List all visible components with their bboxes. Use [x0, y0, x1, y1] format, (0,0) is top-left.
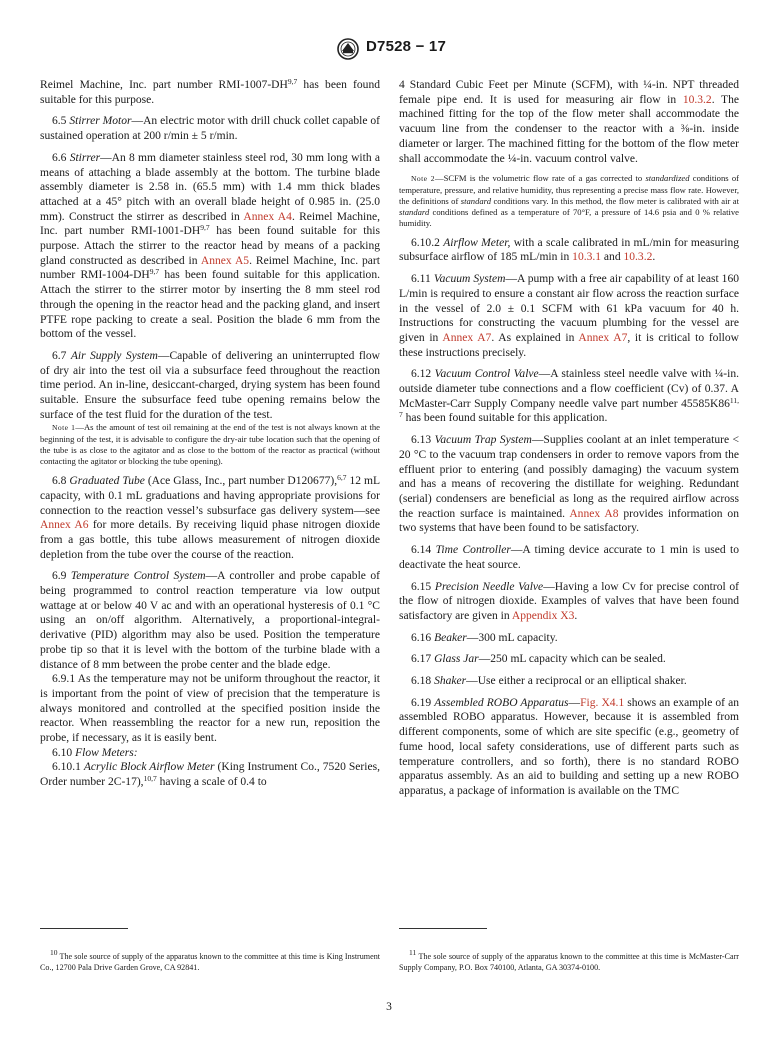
section-6-10-2: 6.10.2 Airflow Meter, with a scale calibrated in mL/min for measuring subsurface airflow of 185 mL/min in 10.3.1 and 10.3.2.: [399, 236, 739, 264]
page-number: 3: [386, 1001, 392, 1013]
annex-a8-link[interactable]: Annex A8: [569, 507, 619, 520]
section-6-9: 6.9 Temperature Control System—A controller and probe capable of being programmed to control reaction temperature via low output wattage at or below 40 V ac and with an operational hysteresis of 0.1 °C using an on/off algorithm. Alternatively, a proportional-integral-derivative (PID) algorithm may also be used. Position the temperature probe tip so that it is level with the bottom of the turbine blade with a distance of 8 mm between the probe center and the blade edge.: [40, 570, 380, 671]
section-6-17: 6.17 Glass Jar—250 mL capacity which can be sealed.: [411, 653, 666, 666]
left-column: [40, 78, 380, 790]
right-column: [399, 78, 739, 799]
annex-a4-link[interactable]: Annex A4: [243, 210, 292, 223]
section-6-8: 6.8 Graduated Tube (Ace Glass, Inc., part number D120677),$^{6,7}$ 12 mL capacity, with 0.1 mL graduations and having appropriate provisions for connection to the reaction vessel’s subsurface gas delivery system—see Annex A6 for more details. By receiving liquid phase nitrogen dioxide from a gas bottle, this tube allows measurement of nitrogen dioxide depletion from the tube over the course of the reaction.: [40, 473, 381, 561]
section-6-15: 6.15 Precision Needle Valve—Having a low Cv for precise control of the flow of nitrogen dioxide. Examples of valves that have been found satisfactory are given in Appendix X3.: [399, 580, 739, 622]
section-6-18: 6.18 Shaker—Use either a reciprocal or an elliptical shaker.: [411, 675, 687, 688]
annex-a7-link[interactable]: Annex A7: [442, 331, 492, 344]
section-6-19: 6.19 Assembled ROBO Apparatus—Fig. X4.1 shows an example of an assembled ROBO apparatus. However, because it is assembled from different components, some of which are site specific (e.g., geometry of fume hood, local safety considerations, use of different parts such as temperature controllers, and so forth), there is no standard ROBO apparatus assembly. As an aid to building and setting up a new ROBO apparatus, a package of information is available on the TMC: [399, 696, 739, 797]
astm-logo-icon: [337, 38, 359, 60]
footnote-rule-right: [399, 928, 487, 929]
footnote-10: $^{10}$ The sole source of supply of the apparatus known to the committee at this time is King Instrument Co., 12700 Pala Drive Garden Grove, CA 92841.: [40, 948, 380, 972]
section-6-9-1: 6.9.1 As the temperature may not be uniform throughout the reactor, it is important from the point of view of precision that the temperature is always monitored and controlled at the specified position inside the reactor. When reassembling the reactor for a new run, reposition the probe, if necessary, as it is easily bent.: [40, 673, 380, 745]
section-6-5: 6.5 Stirrer Motor—An electric motor with drill chuck collet capable of sustained operation at 200 r/min ± 5 r/min.: [40, 115, 380, 143]
footnote-rule-left: [40, 928, 128, 929]
appendix-x3-link[interactable]: Appendix X3: [511, 609, 575, 622]
standard-number: D7528 − 17: [366, 38, 446, 55]
section-6-13: 6.13 Vacuum Trap System—Supplies coolant at an inlet temperature < 20 °C to the vacuum trap condensers in order to remove vapors from the effluent prior to entering (and possibly damaging) the vacuum system and has a means of recovering the distillate for weighing. Redundant (serial) condensers are beneficial as long as the required airflow across the reaction surface is maintained. Annex A8 provides information on two systems that have been found to be satisfactory.: [399, 434, 739, 535]
paragraph-continued: Reimel Machine, Inc. part number RMI-1007-DH$^{9,7}$ has been found suitable for this purpose.: [40, 77, 380, 106]
section-6-16: 6.16 Beaker—300 mL capacity.: [411, 631, 558, 644]
footnote-11: $^{11}$ The sole source of supply of the apparatus known to the committee at this time is McMaster-Carr Supply Company, P.O. Box 740100, Atlanta, GA 30374-0100.: [399, 948, 739, 972]
section-6-10: 6.10 Flow Meters:: [52, 746, 138, 759]
section-6-10-1: 6.10.1 Acrylic Block Airflow Meter (King Instrument Co., 7520 Series, Order number 2C-17),$^{10,7}$ having a scale of 0.4 to: [40, 761, 380, 789]
note-2: Note 2—SCFM is the volumetric flow rate of a gas corrected to standardized conditions of temperature, pressure, and relative humidity, thus representing a precise mass flow rate. However, the definitions of standard conditions vary. In this method, the flow meter is calibrated with air at standard conditions defined as a temperature of 70°F, a pressure of 14.6 psia and 0 % relative humidity.: [399, 173, 740, 228]
section-10-3-2-link[interactable]: 10.3.2: [623, 251, 653, 264]
section-6-7: 6.7 Air Supply System—Capable of delivering an uninterrupted flow of dry air into the test oil via a subsurface feed throughout the reaction time period. An in-line, desiccant-charged, drying system has been found suitable. Ensure the subsurface feed tube opening remains below the surface of the test fluid for the duration of the test.: [40, 349, 380, 421]
annex-a6-link[interactable]: Annex A6: [40, 519, 89, 532]
section-6-11: 6.11 Vacuum System—A pump with a free air capability of at least 160 L/min is required to ensure a constant air flow across the reaction surface in the vessel of 2.0 ± 0.1 SCFM with 61 kPa vacuum for 40 h. Instructions for constructing the vacuum plumbing for the vessel are given in Annex A7. As explained in Annex A7, it is critical to follow these instructions precisely.: [399, 273, 739, 359]
page-header: [0, 36, 778, 64]
annex-a7-link[interactable]: Annex A7: [578, 331, 628, 344]
section-10-3-1-link[interactable]: 10.3.1: [572, 251, 602, 264]
paragraph-continued-right: 4 Standard Cubic Feet per Minute (SCFM), with ¼-in. NPT threaded female pipe end. It is used for measuring air flow in 10.3.2. The machined fitting for the top of the flow meter shall accommodate the vacuum line from the condenser to the reactor with a ⅜-in. inside diameter or larger. The machined fitting for the bottom of the flow meter shall accommodate the ¼-in. vacuum control valve.: [399, 79, 739, 165]
annex-a5-link[interactable]: Annex A5: [200, 254, 250, 267]
section-10-3-2-link[interactable]: 10.3.2: [682, 93, 712, 106]
section-6-6: 6.6 Stirrer—An 8 mm diameter stainless steel rod, 30 mm long with a means of attaching a blade assembly at the bottom. The turbine blade assembly diameter is 2.58 in. (65.5 mm) with 1.4 mm thick blades attached at a 45° pitch with an overall blade height of 0.985 in. (25.0 mm). Construct the stirrer as described in Annex A4. Reimel Machine, Inc. part number RMI-1001-DH$^{9,7}$ has been found suitable for this purpose. Attach the stirrer to the reactor head by means of a packing gland constructed as described in Annex A5. Reimel Machine, Inc. part number RMI-1004-DH$^{9,7}$ has been found suitable for this application. Attach the stirrer to the stirrer motor by inserting the 8 mm steel rod through the opening in the reactor head and the packing gland, and insert PTFE rope packing to create a seal. Position the blade 6 mm from the bottom of the vessel.: [40, 151, 381, 341]
section-6-12: 6.12 Vacuum Control Valve—A stainless steel needle valve with ¼-in. outside diameter tube connections and a flow coefficient (Cv) of 0.37. A McMaster-Carr Supply Company needle valve part number 45585K86$^{11, 7}$ has been found suitable for this application.: [399, 368, 740, 425]
note-1: Note 1—As the amount of test oil remaining at the end of the test is not always known at the beginning of the test, it is advisable to configure the dry-air tube location such that the opening of the tube is as close to the agitator and as close to the bottom of the reactor as practical (without contacting the agitator or blocking the tube opening).: [40, 422, 380, 467]
section-6-14: 6.14 Time Controller—A timing device accurate to 1 min is used to deactivate the heat source.: [399, 544, 740, 571]
fig-x4-1-link[interactable]: Fig. X4.1: [580, 696, 625, 709]
